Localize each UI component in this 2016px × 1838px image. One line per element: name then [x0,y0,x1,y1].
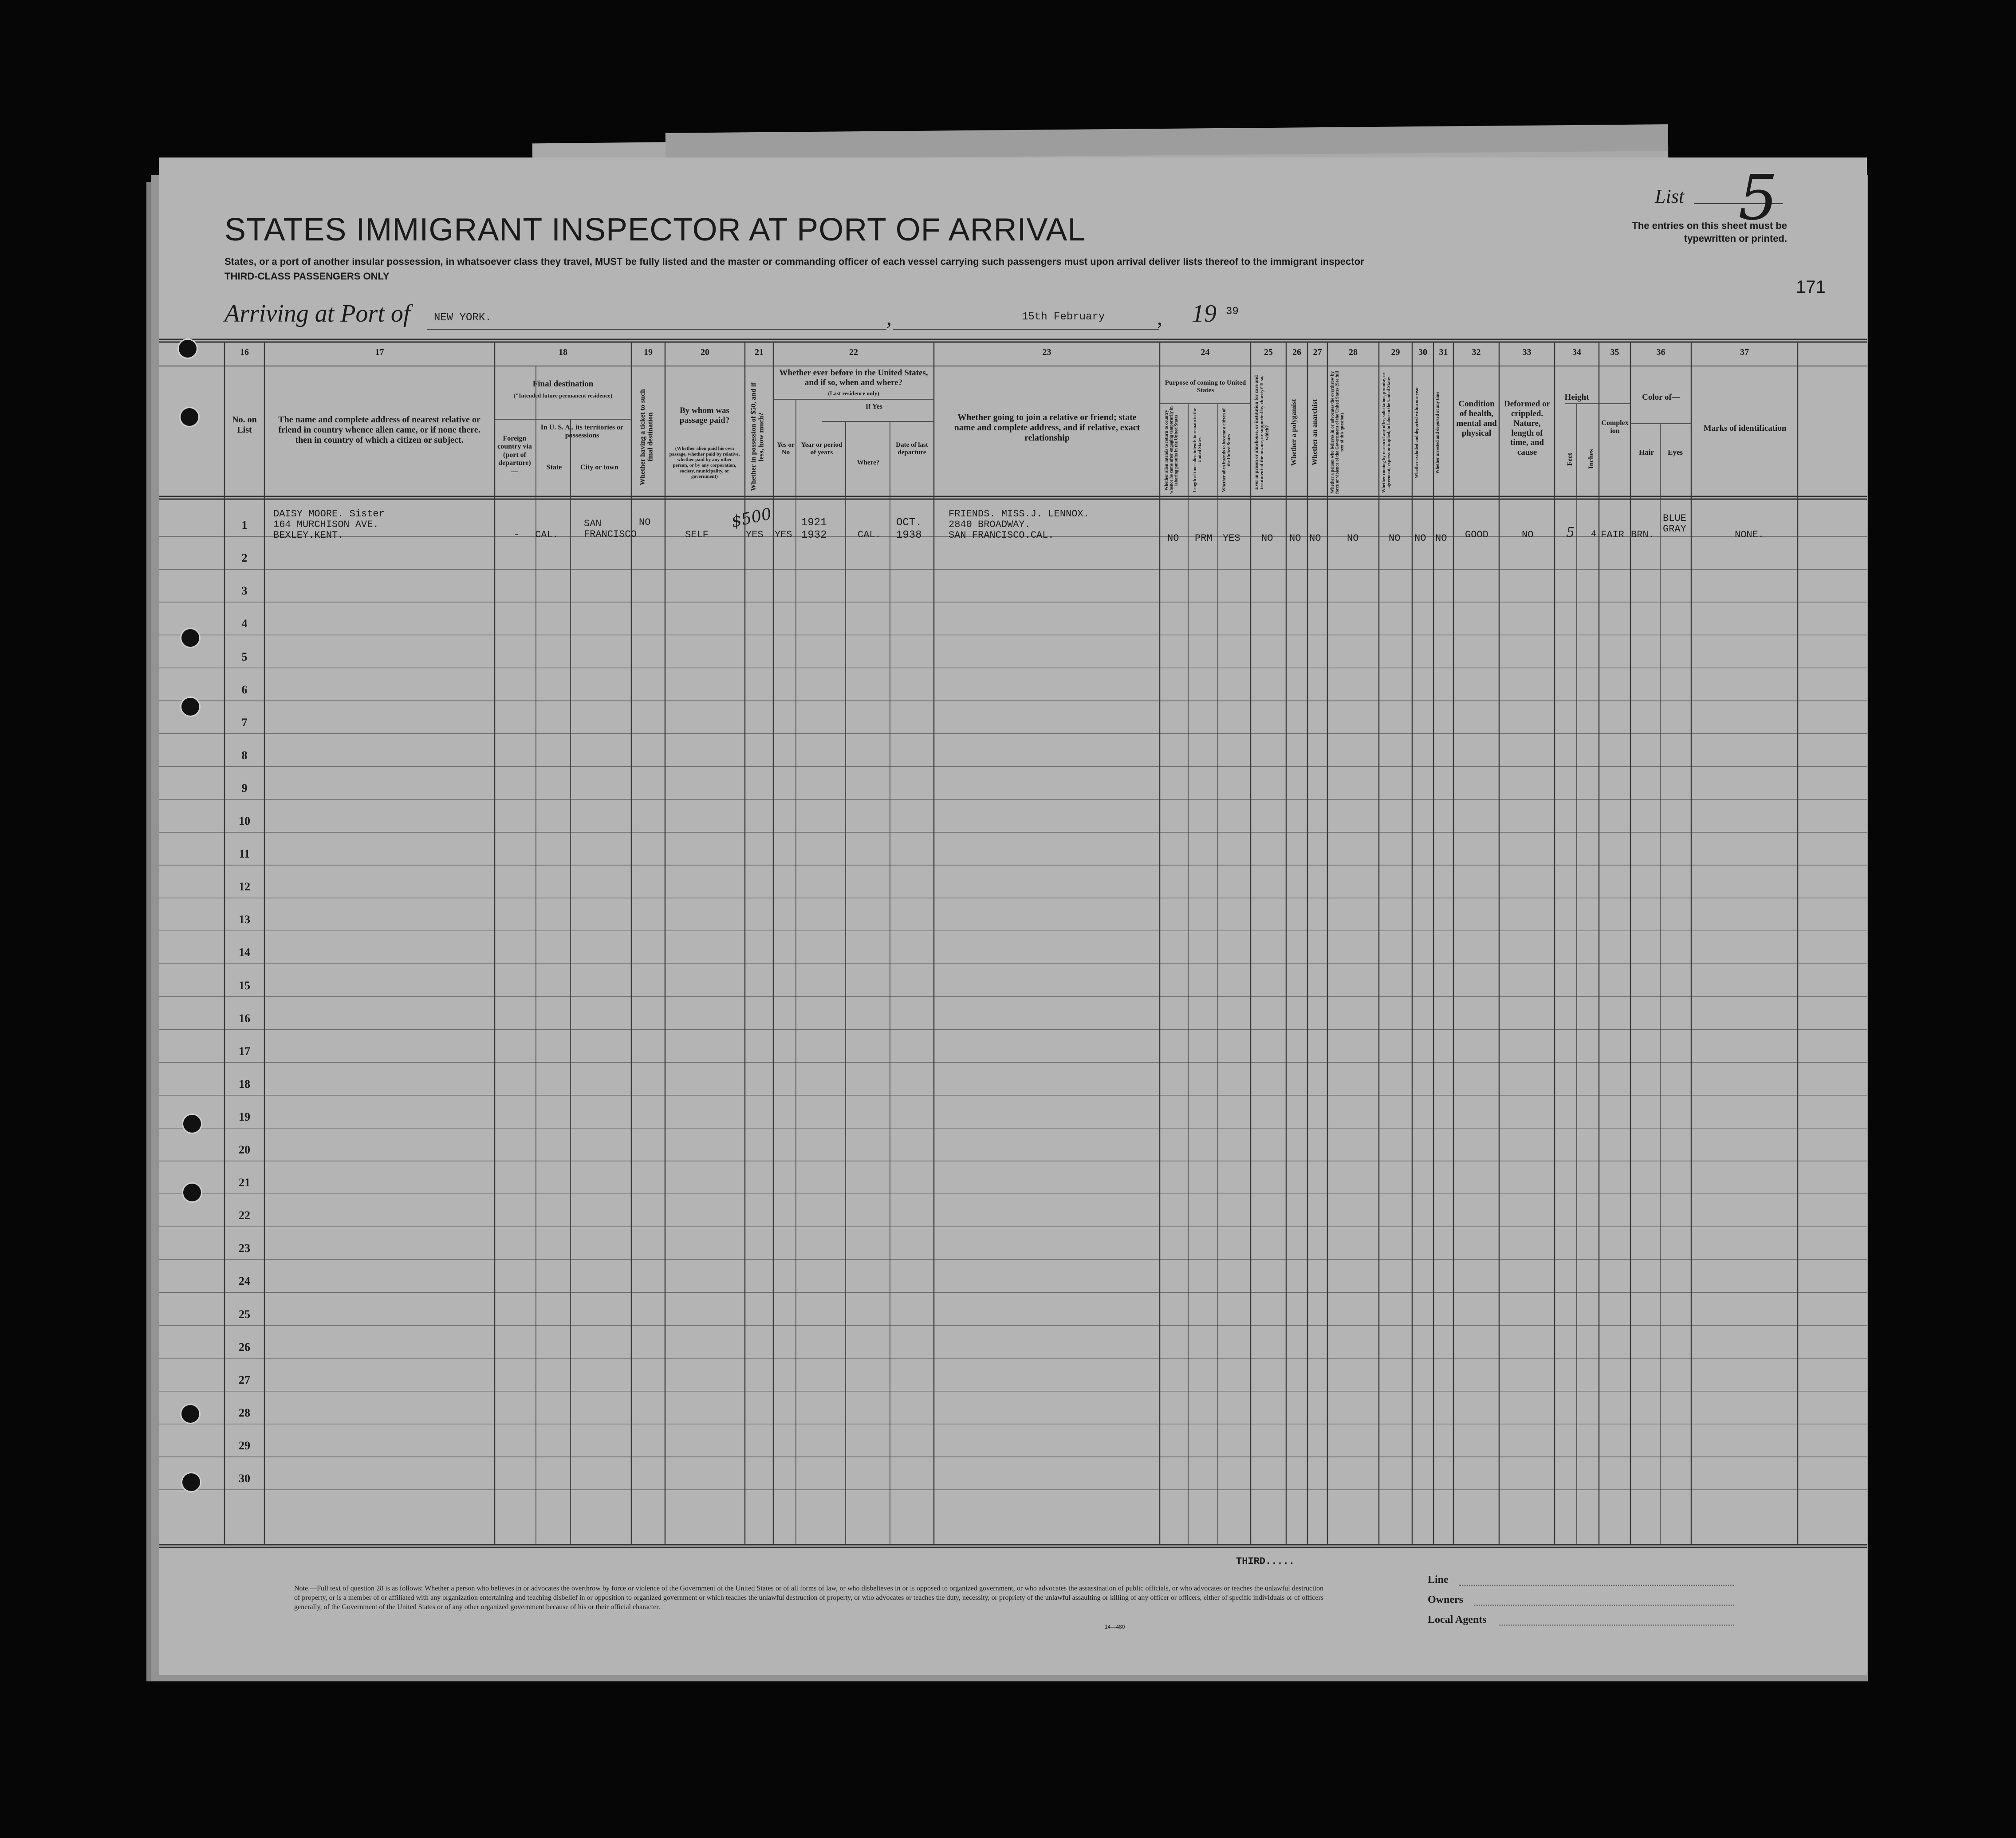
entry-c29: NO [1389,533,1401,544]
row-number: 30 [239,1472,250,1485]
header-complexion: Complexion [1601,419,1629,435]
header-height: Height [1564,393,1589,402]
header-going-to-join: Whether going to join a relative or friend; state name and complete address, and if relative, exact relationship [954,413,1140,443]
row-number: 7 [241,716,248,729]
col-num-30: 30 [1418,347,1427,357]
header-nearest-relative: The name and complete address of nearest relative or friend in country whence alien came, or if none there. then in country of which a citizen or subject. [278,415,480,445]
entry-city [584,519,637,540]
header-no-on-list: No. on List [232,415,257,435]
list-number: 5 [1738,162,1778,234]
header-state: State [546,464,562,471]
entry-years [801,517,827,542]
col-num-35: 35 [1610,347,1619,357]
entry-complexion: FAIR [1601,529,1624,540]
row-number: 4 [241,617,248,630]
row-number: 14 [239,946,250,959]
header-purpose-c: Whether alien intends to become a citizen of the United States [1222,408,1232,492]
owners-label: Owners [1428,1594,1463,1606]
row-number: 29 [239,1439,250,1452]
col-num-22: 22 [849,347,858,357]
row-number: 24 [239,1275,250,1288]
binder-hole [182,1114,202,1134]
entry-money: $500 [729,504,773,531]
col-num-27: 27 [1313,347,1322,357]
col-num-23: 23 [1042,347,1051,357]
row-number: 8 [241,748,248,762]
entry-money-yes: YES [746,529,764,540]
binder-hole [180,1404,201,1424]
arrival-label: Arriving at Port of [224,300,410,327]
col-num-34: 34 [1572,347,1581,357]
entry-c28: NO [1347,533,1359,544]
form-number: 14—480 [1105,1624,1125,1630]
header-in-usa: In U. S. A., its territories or possessions [540,424,624,440]
row-number: 2 [241,551,248,565]
entry-c31: NO [1435,533,1447,544]
col-num-33: 33 [1522,347,1532,357]
col-num-29: 29 [1391,347,1400,357]
col-num-37: 37 [1740,347,1749,357]
header-eyes: Eyes [1668,448,1683,457]
arrival-year-prefix: 19 [1192,300,1217,327]
year-line-2: 1932 [801,529,827,541]
row-number: 26 [239,1340,250,1354]
col-num-17: 17 [375,347,384,357]
col-num-20: 20 [701,347,709,357]
row-number: 23 [239,1242,250,1255]
header-overthrow: Whether a person who believes in or advocates the overthrow by force or violence of the Government of the United States (See full text of this question) [1330,371,1345,494]
header-polygamist: Whether a polygamist [1290,399,1298,466]
entry-been-before: YES [775,529,792,540]
header-50-dollars: Whether in possession of $50, and if less, how much? [750,382,765,492]
page-number: 171 [1796,277,1826,297]
header-if-yes: If Yes— [865,403,890,410]
col-num-36: 36 [1656,347,1666,357]
comma-2: , [1157,306,1162,330]
entry-c30: NO [1414,533,1426,544]
col-num-21: 21 [755,347,764,357]
eyes-line-2: GRAY [1663,523,1686,535]
col-num-32: 32 [1472,347,1481,357]
header-labor-offer: Whether coming by reason of any offer, solicitation, promise, or agreement, express or implied, to labor in the United States [1382,372,1391,493]
binder-hole [181,1472,201,1492]
city-line-1: SAN [584,518,602,529]
eyes-line-1: BLUE [1663,513,1686,524]
header-passage-paid: By whom was passage paid? [679,406,730,425]
header-excluded: Whether excluded and deported within one year [1414,387,1419,478]
row-number: 3 [241,584,248,598]
header-purpose-b: Length of time alien intends to remain in the United States [1193,408,1202,492]
row-number: 1 [241,519,248,532]
header-hair: Hair [1639,448,1654,457]
relative-line-3: BEXLEY.KENT. [273,530,344,541]
departure-line-1: OCT. [896,517,922,529]
row-number: 28 [239,1406,250,1419]
header-feet: Feet [1566,453,1574,466]
entry-eyes [1663,513,1686,535]
header-marks: Marks of identification [1703,424,1787,433]
row-number: 15 [239,979,250,992]
entry-paid-by: SELF [685,529,709,540]
header-purpose-a: Whether alien intends to return to country whence he came after engaging temporarily in laboring pursuits in the United States [1164,406,1179,494]
row-number: 19 [239,1110,250,1123]
row-number: 22 [239,1209,250,1222]
col-num-31: 31 [1439,347,1448,357]
joining-line-1: FRIENDS. MISS.J. LENNOX. [949,508,1089,520]
row-number: 11 [239,847,250,861]
header-city: City or town [580,464,618,471]
arrival-port: NEW YORK. [434,312,492,324]
col-num-16: 16 [240,347,249,357]
entry-purpose-a: NO [1167,533,1179,544]
entry-ticket: NO [639,517,651,528]
entry-state: CAL. [535,529,559,540]
header-final-destination-note: ("Intended future permanent residence) [513,392,613,399]
header-health: Condition of health, mental and physical [1456,399,1497,438]
header-yes-or-no: Yes or No [777,441,795,457]
row-number: 10 [239,815,250,827]
col-num-18: 18 [559,347,567,357]
header-deformed: Deformed or crippled. Nature, length of time, and cause [1504,399,1550,457]
col-num-25: 25 [1264,347,1273,357]
header-passage-note: (Whether alien paid his own passage, whether paid by relative, whether paid by any other person, or by any corporation, society, municipality, or government) [669,446,740,480]
row-number: 17 [239,1044,250,1058]
line-rule [1459,1585,1734,1586]
entry-c26: NO [1289,533,1301,544]
header-arrested: Whether arrested and deported at any time [1435,391,1440,474]
agents-label: Local Agents [1428,1614,1487,1625]
relative-line-2: 164 MURCHISON AVE. [273,519,379,530]
row-number: 20 [239,1143,250,1156]
entry-purpose-c: YES [1223,533,1240,544]
row-number: 25 [239,1307,250,1321]
arrival-date: 15th February [1022,311,1105,323]
row-number: 12 [239,880,250,893]
entry-departure-date [896,517,922,542]
form-subtitle: States, or a port of another insular possession, in whatsoever class they travel, MUST be fully listed and the master or commanding officer of each vessel carrying such passengers must upon arrival deliver lists thereof to the immigrant inspector [224,256,1364,267]
arrival-year-suffix: 39 [1226,306,1239,318]
joining-line-2: 2840 BROADWAY. [949,519,1031,530]
entry-deformed: NO [1522,529,1534,540]
entry-hair: BRN. [1631,529,1654,540]
header-color-of: Color of— [1642,393,1680,402]
immigration-list-sheet [159,157,1867,1675]
row-number: 16 [239,1011,250,1025]
entry-health: GOOD [1465,529,1488,540]
departure-line-2: 1938 [896,529,922,541]
row-number: 27 [239,1373,250,1386]
entry-inches: 4 [1591,529,1597,539]
row-number: 5 [241,650,248,663]
header-anarchist: Whether an anarchist [1311,399,1319,466]
row-number: 13 [239,913,250,926]
header-ticket: Whether having a ticket to such final destination [639,389,654,485]
binder-hole [180,628,201,648]
binder-hole [179,407,200,427]
class-stamp: THIRD..... [1236,1556,1295,1567]
row-number: 18 [239,1077,250,1090]
form-title: STATES IMMIGRANT INSPECTOR AT PORT OF ARRIVAL [224,212,1086,248]
row-number: 9 [241,781,248,795]
owners-rule [1474,1605,1734,1606]
list-label: List [1655,185,1685,207]
header-year: Year or period of years [801,441,843,457]
instructions-text: The entries on this sheet must be typewritten or printed. [1632,220,1787,244]
header-final-destination: Final destination [532,379,594,389]
row-number: 6 [241,683,248,696]
line-label: Line [1428,1574,1449,1586]
header-date-departure: Date of last departure [896,441,928,457]
entry-c27: NO [1309,533,1321,544]
binder-hole [180,697,201,717]
comma-1: , [886,306,892,330]
entry-purpose-b: PRM [1195,533,1213,544]
header-where: Where? [857,459,880,466]
entry-c25: NO [1261,533,1273,544]
header-prison: Ever in prison or almshouse, or institution for care and treatment of the insane, or supported by charity? If so, which? [1254,375,1270,490]
relative-line-1: DAISY MOORE. Sister [273,508,385,520]
entry-relative [273,509,385,541]
class-line: THIRD-CLASS PASSENGERS ONLY [224,271,390,282]
col-num-28: 28 [1349,347,1358,357]
col-num-26: 26 [1292,347,1301,357]
binder-hole [182,1182,202,1203]
entry-where: CAL. [858,529,881,540]
col-num-24: 24 [1201,347,1210,357]
entry-foreign: - [514,529,520,540]
joining-line-3: SAN FRANCISCO.CAL. [949,530,1054,541]
header-last-residence: (Last residence only) [828,390,879,397]
table-grid [159,157,1867,1675]
footer-note: Note.—Full text of question 28 is as follows: Whether a person who believes in or advocates the overthrow by force or violence of the Government of the United States or of all forms of law, or who disbelieves in or is opposed to organized government, or who advocates the assassination of public officials, or who advocates or teaches the unlawful destruction of property, or is a member of or affiliated with any organization entertaining and teaching disbelief in or opposition to organized government or which teaches the unlawful destruction of property, or who advocates or teaches the duty, necessity, or propriety of the unlawful assaulting or killing of any officer or officers, either of specific individuals or of officers generally, of the Government of the United States or of any other organized government because of his or their official character. [294,1585,1323,1611]
binder-hole [177,338,198,359]
header-purpose: Purpose of coming to United States [1165,379,1246,394]
entry-feet: 5 [1566,525,1575,540]
year-line-1: 1921 [801,517,827,529]
header-ever-before: Whether ever before in the United States, and if so, when and where? [779,368,928,387]
entry-joining [949,509,1089,541]
city-line-2: FRANCISCO [584,529,637,540]
entry-marks: NONE. [1735,529,1764,540]
header-foreign-country: Foreign country via (port of departure)— [497,435,532,475]
header-inches: Inches [1587,449,1595,469]
col-num-19: 19 [644,347,653,357]
row-number: 21 [239,1176,250,1189]
